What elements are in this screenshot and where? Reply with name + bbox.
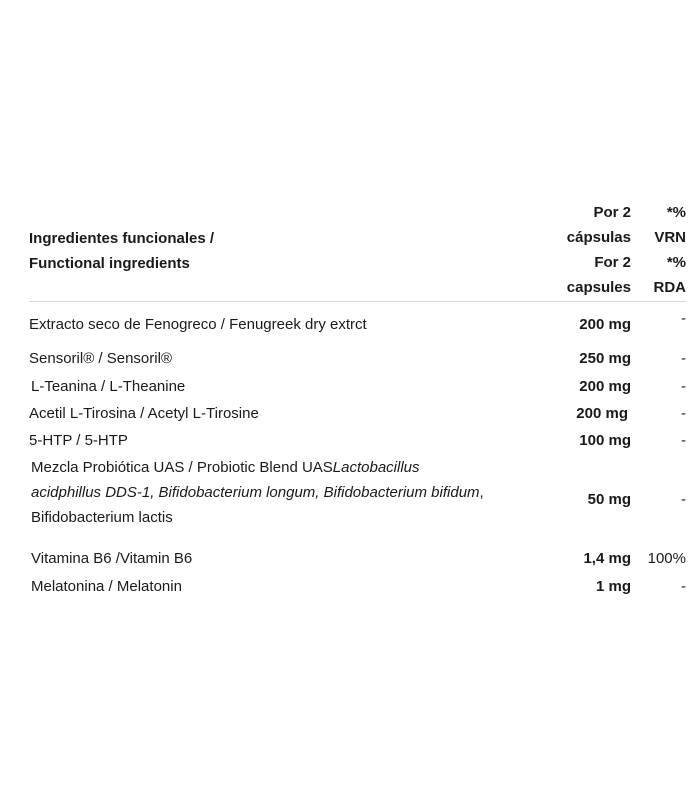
ingredient-rda: - <box>681 491 686 508</box>
header-rda-en-line2: RDA <box>653 279 686 296</box>
header-rda-column <box>640 200 686 300</box>
ingredient-rda: - <box>681 432 686 449</box>
header-amount-es-line1: Por 2 <box>593 204 631 221</box>
ingredient-amount: 200 mg <box>576 405 628 422</box>
header-title-line2: Functional ingredients <box>29 255 190 272</box>
ingredient-name: 5-HTP / 5-HTP <box>29 432 128 449</box>
ingredient-name: Vitamina B6 /Vitamin B6 <box>31 550 193 567</box>
ingredient-amount: 250 mg <box>579 350 631 367</box>
header-amount-es-line2: cápsulas <box>566 229 631 246</box>
ingredient-amount: 200 mg <box>579 316 631 333</box>
ingredient-rda: 100% <box>647 550 686 567</box>
ingredient-amount: 200 mg <box>579 378 631 395</box>
ingredient-rda: - <box>681 310 686 327</box>
ingredient-amount: 50 mg <box>587 491 631 508</box>
header-amount-en-line2: capsules <box>566 279 631 296</box>
ingredient-name: Acetil L-Tirosina / Acetyl L-Tirosine <box>29 405 259 422</box>
ingredient-name: L-Teanina / L-Theanine <box>31 378 186 395</box>
probiotic-name-prefix: Mezcla Probiótica UAS / Probiotic Blend UAS <box>31 459 333 476</box>
header-title-line1: Ingredientes funcionales / <box>29 230 215 247</box>
ingredient-name: Extracto seco de Fenogreco / Fenugreek dry extrct <box>29 316 367 333</box>
header-amount-column <box>538 200 631 300</box>
header-divider <box>29 301 686 302</box>
header-rda-es-line1: *% <box>666 204 686 221</box>
ingredient-amount: 1 mg <box>595 578 631 595</box>
probiotic-strains-italic: Lactobacillus acidphillus DDS-1, Bifidobacterium longum, Bifidobacterium bifidum <box>31 459 480 501</box>
ingredient-rda: - <box>681 378 686 395</box>
header-amount-en-line1: For 2 <box>594 254 631 271</box>
ingredient-name: Sensoril® / Sensoril® <box>29 350 172 367</box>
ingredient-name <box>31 455 491 530</box>
header-rda-es-line2: VRN <box>654 229 686 246</box>
header-rda-en-line1: *% <box>666 254 686 271</box>
ingredient-rda: - <box>681 350 686 367</box>
table-header <box>0 200 700 300</box>
ingredient-rda: - <box>681 578 686 595</box>
ingredient-name: Melatonina / Melatonin <box>31 578 182 595</box>
ingredient-amount: 100 mg <box>579 432 631 449</box>
header-ingredients-title <box>29 226 214 276</box>
ingredient-amount: 1,4 mg <box>583 550 631 567</box>
probiotic-name-suffix: , Bifidobacterium lactis <box>31 484 484 526</box>
ingredient-rda: - <box>681 405 686 422</box>
